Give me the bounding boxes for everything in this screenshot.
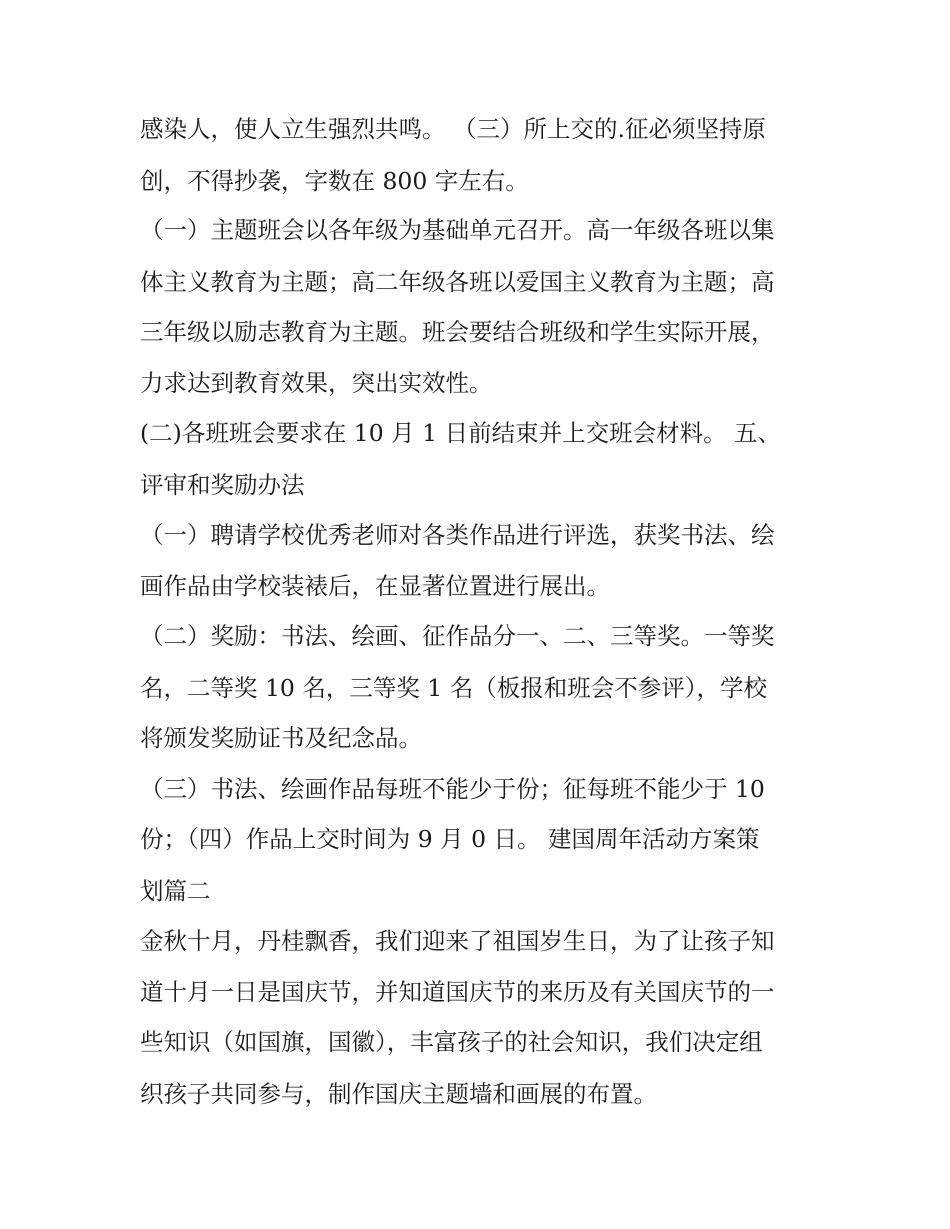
text-line: 道十月一日是国庆节，并知道国庆节的来历及有关国庆节的一 <box>140 978 775 1006</box>
text-line: （一）主题班会以各年级为基础单元召开。高一年级各班以集 <box>140 216 775 244</box>
text-line: 划篇二 <box>140 877 211 905</box>
text-line: 力求达到教育效果，突出实效性。 <box>140 369 493 397</box>
text-line: 名，二等奖 10 名，三等奖 1 名（板报和班会不参评），学校 <box>140 674 767 702</box>
text-line: 金秋十月，丹桂飘香，我们迎来了祖国岁生日，为了让孩子知 <box>140 927 775 955</box>
text-line: 三年级以励志教育为主题。班会要结合班级和学生实际开展， <box>140 318 775 346</box>
text-line: 些知识（如国旗，国徽），丰富孩子的社会知识，我们决定组 <box>140 1028 763 1056</box>
text-line: (二)各班班会要求在 10 月 1 日前结束并上交班会材料。 五、 <box>140 419 782 447</box>
text-line: （三）书法、绘画作品每班不能少于份；征每班不能少于 10 <box>140 775 765 803</box>
text-line: 评审和奖励办法 <box>140 471 305 499</box>
text-line: 份；（四）作品上交时间为 9 月 0 日。 建国周年活动方案策 <box>140 825 760 853</box>
text-line: 感染人，使人立生强烈共鸣。 （三）所上交的.征必须坚持原 <box>140 115 766 143</box>
text-line: 画作品由学校装裱后，在显著位置进行展出。 <box>140 572 610 600</box>
text-line: （一）聘请学校优秀老师对各类作品进行评选，获奖书法、绘 <box>140 521 775 549</box>
text-line: 织孩子共同参与，制作国庆主题墙和画展的布置。 <box>140 1080 657 1108</box>
text-line: 体主义教育为主题；高二年级各班以爱国主义教育为主题；高 <box>140 268 775 296</box>
text-line: 创，不得抄袭，字数在 800 字左右。 <box>140 167 529 195</box>
text-line: 将颁发奖励证书及纪念品。 <box>140 724 422 752</box>
text-line: （二）奖励：书法、绘画、征作品分一、二、三等奖。一等奖 <box>140 622 775 650</box>
